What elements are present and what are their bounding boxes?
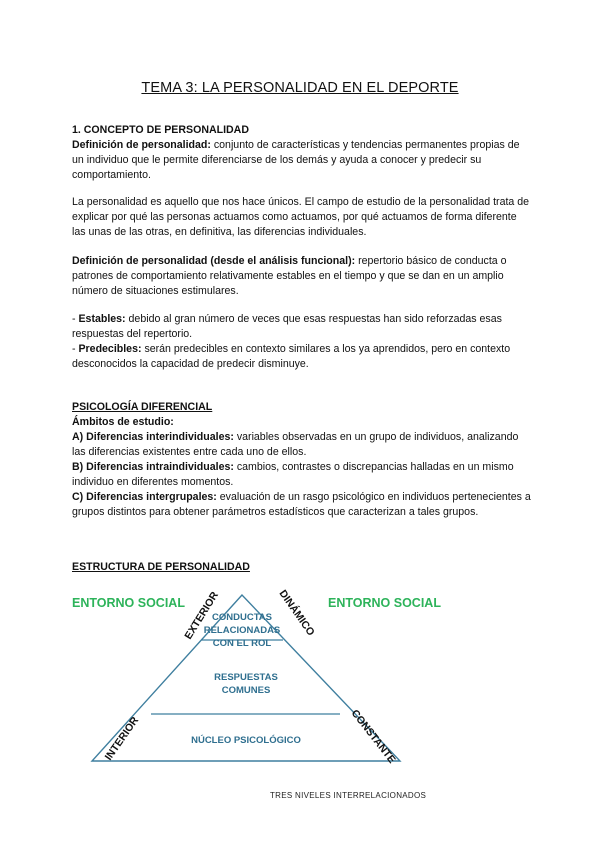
list-item-text: variables observadas en un grupo de individuos, analizando las diferencias existentes entre cada uno de ellos.: [72, 431, 519, 458]
env-label-left: ENTORNO SOCIAL: [72, 596, 185, 610]
env-label-right: ENTORNO SOCIAL: [328, 596, 441, 610]
section-concepto: [72, 123, 532, 183]
side-label-dinamico: DINÁMICO: [276, 587, 317, 639]
list-item: [72, 312, 532, 342]
level-top-line3: CON EL ROL: [212, 638, 272, 649]
list-item-label: Predecibles:: [78, 343, 142, 355]
list-item: [72, 490, 532, 520]
bullet-dash: -: [72, 313, 79, 325]
list-item: [72, 430, 532, 460]
level-top-line1: CONDUCTAS: [212, 612, 272, 623]
list-item: [72, 460, 532, 490]
paragraph-text: La personalidad es aquello que nos hace únicos. El campo de estudio de la personalidad trata de explicar por qué las personas actuamos como actuamos, por qué actuamos de forma diferente las unas de las otras, en definitiva, las diferencias individuales.: [72, 196, 530, 238]
list-item-label: C) Diferencias intergrupales:: [72, 491, 217, 503]
personality-pyramid-figure: [70, 585, 442, 803]
section-diferencial: [72, 400, 532, 520]
level-mid-line1: RESPUESTAS: [214, 672, 278, 683]
functional-definition-label: Definición de personalidad (desde el análisis funcional):: [72, 255, 356, 267]
list-item: [72, 342, 532, 372]
section-heading: PSICOLOGÍA DIFERENCIAL: [72, 401, 213, 413]
pyramid-diagram: [70, 585, 442, 803]
section-subheading: Ámbitos de estudio:: [72, 416, 174, 428]
figure-caption: TRES NIVELES INTERRELACIONADOS: [270, 791, 427, 800]
functional-definition-text: repertorio básico de conducta o patrones de comportamiento relativamente estables en el tiempo y que se dan en un amplio número de situaciones estimulares.: [72, 255, 507, 297]
definition-text: conjunto de características y tendencias permanentes propias de un individuo que le permite diferenciarse de los demás y ayuda a conocer y predecir su comportamiento.: [72, 139, 520, 181]
definition-paragraph: [72, 138, 532, 183]
list-item-label: Estables:: [78, 313, 126, 325]
list-item-text: serán predecibles en contexto similares a los ya aprendidos, pero en contexto desconocidos la capacidad de predecir disminuye.: [72, 343, 511, 370]
level-base: NÚCLEO PSICOLÓGICO: [191, 735, 301, 746]
bullet-dash: -: [72, 343, 79, 355]
list-item-label: B) Diferencias intraindividuales:: [72, 461, 234, 473]
level-top-line2: RELACIONADAS: [203, 625, 281, 636]
characteristics-list: [72, 312, 532, 372]
side-label-interior: INTERIOR: [102, 714, 142, 763]
functional-definition: [72, 254, 532, 299]
section-estructura: [72, 560, 532, 575]
list-item-text: debido al gran número de veces que esas respuestas han sido reforzadas esas respuestas del repertorio.: [72, 313, 502, 340]
page-title: TEMA 3: LA PERSONALIDAD EN EL DEPORTE: [141, 80, 459, 96]
section-heading: 1. CONCEPTO DE PERSONALIDAD: [72, 124, 249, 136]
list-item-label: A) Diferencias interindividuales:: [72, 431, 234, 443]
side-label-constante: CONSTANTE: [348, 707, 398, 766]
uniqueness-paragraph: [72, 195, 532, 240]
side-label-exterior: EXTERIOR: [182, 589, 221, 642]
list-item-text: cambios, contrastes o discrepancias halladas en un mismo individuo en diferentes momentos.: [72, 461, 514, 488]
list-item-text: evaluación de un rasgo psicológico en individuos pertenecientes a grupos distintos para obtener parámetros estadísticos que caracterizan a tales grupos.: [72, 491, 531, 518]
section-heading: ESTRUCTURA DE PERSONALIDAD: [72, 561, 250, 573]
level-mid-line2: COMUNES: [221, 685, 271, 696]
definition-label: Definición de personalidad:: [72, 139, 211, 151]
